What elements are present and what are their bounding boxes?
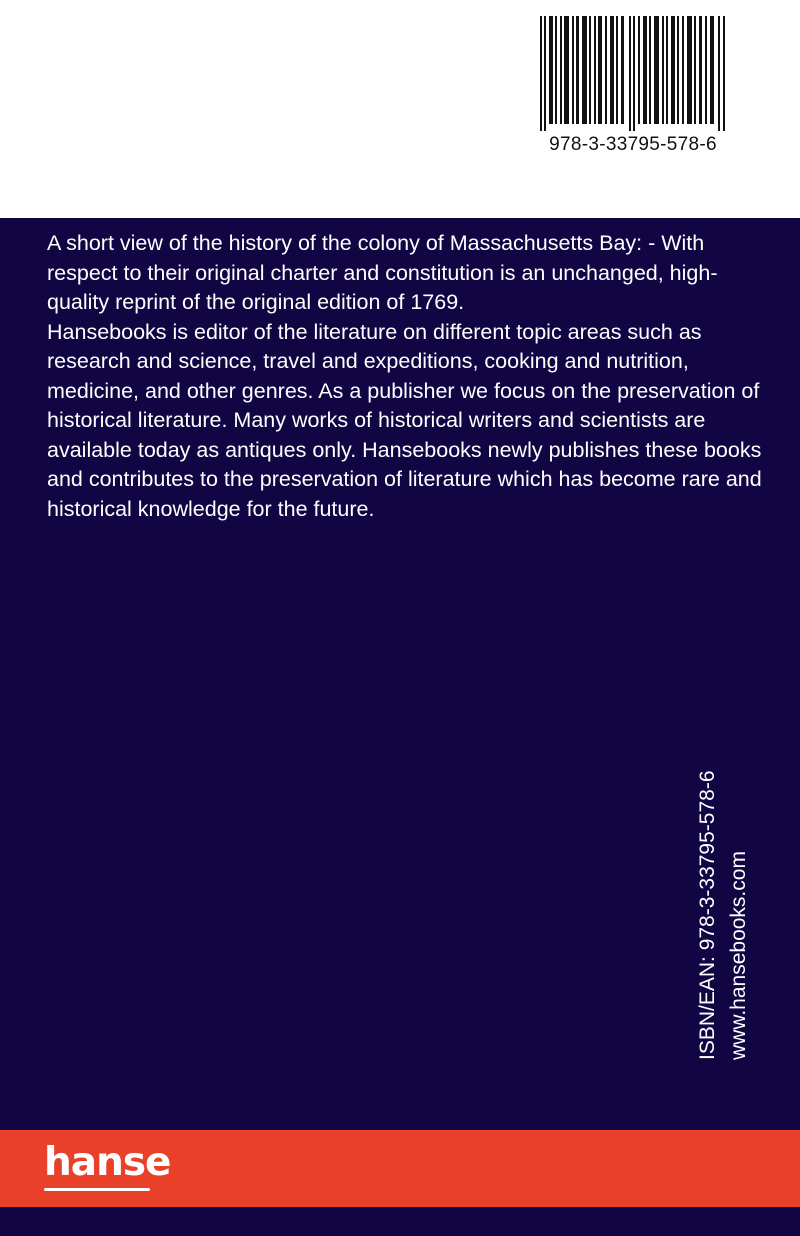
isbn-vertical-block [692, 740, 754, 1060]
description-paragraph-1: A short view of the history of the colony of Massachusetts Bay: - With respect to their original charter and constitution is an unchanged, high-quality reprint of the original edition of 1769. [47, 231, 718, 314]
barcode-area [0, 0, 800, 218]
logo-underline [44, 1188, 150, 1191]
isbn-label: ISBN/EAN: 978-3-33795-578-6 [696, 770, 719, 1060]
barcode-bars [540, 16, 726, 131]
bottom-strip [0, 1207, 800, 1236]
hanse-logo: hanse [44, 1140, 171, 1185]
description-paragraph-2: Hansebooks is editor of the literature on different topic areas such as research and science, travel and expeditions, cooking and nutrition, medicine, and other genres. As a publisher we focus on the preservation of historical literature. Many works of historical writers and scientists are available today as antiques only. Hansebooks newly publishes these books and contributes to the preservation of literature which has become rare and historical knowledge for the future. [47, 319, 762, 521]
website-label: www.hansebooks.com [727, 851, 750, 1060]
book-description [47, 229, 767, 524]
barcode [535, 16, 731, 158]
barcode-number: 978-3-33795-578-6 [549, 134, 717, 155]
